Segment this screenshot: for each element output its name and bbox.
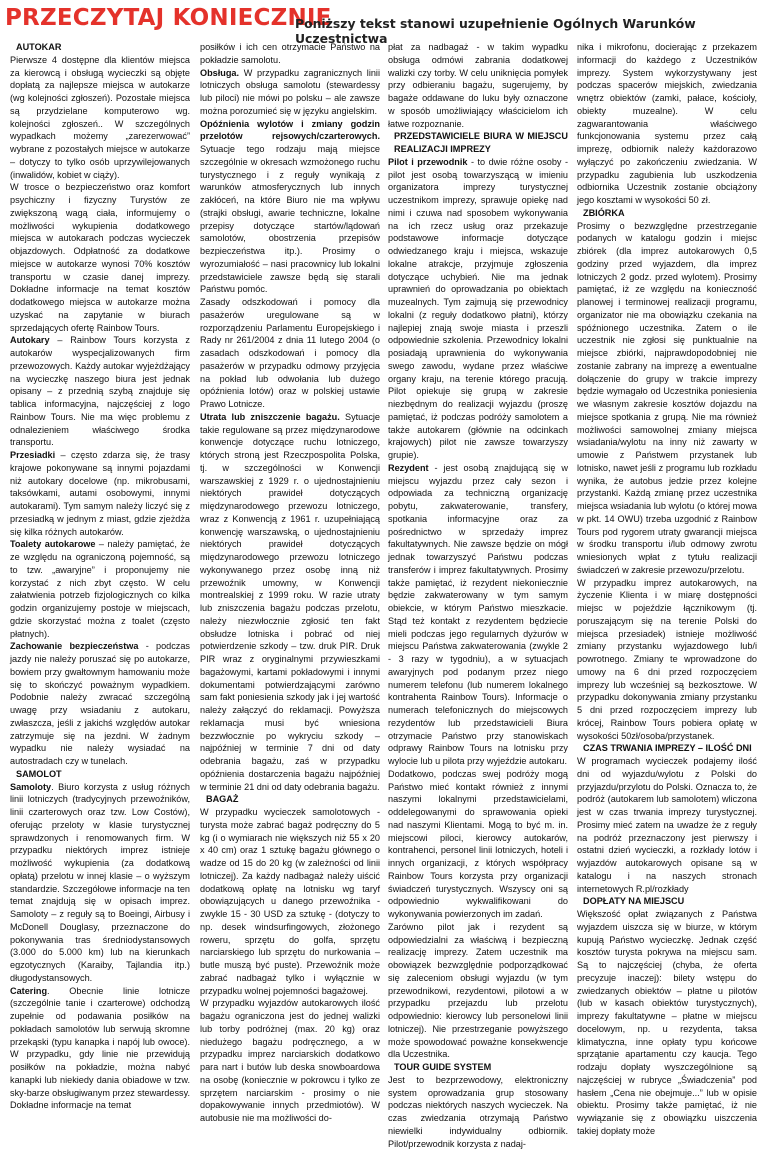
- section-heading-samolot: SAMOLOT: [16, 768, 62, 779]
- paragraph: Prosimy o bezwzględne przestrzeganie podanych w katalogu godzin i miejsc zbiórek (dla imprez autokarowych 0,5 godziny przed wyjazdem, dla imprez lotniczych 2 godz. przed wylotem). Prosimy pamiętać, iż ze względu na konieczność planowej i terminowej realizacji programu, organizator nie ma obowiązku czekania na spóźnionego uczestnika. Zatem o ile uczestnik nie zgłosi się punktualnie na miejsce zbiórki, najprawdopodobniej nie zostanie zabrany na imprezę a ewentualne dołączenie do grupy w trakcie imprezy będzie wymagało od Uczestnika poniesienia we własnym zakresie kosztów dojazdu na miejsce spotkania z grupą. Nie ma również możliwości samowolnej zmiany miejsca wsiadania/wylotu na inny niż zawarty w umowie z Państwem przystanek lub lotnisko, nawet jeśli z programu lub rozkładu wynika, że autobus jedzie przez kolejne przystanki. Każdą zmianę przez uczestnika miejsca wsiadania lub wylotu (o której mowa w pkt. 14 OWU) trzeba uzgodnić z Rainbow Tours pod rygorem utraty gwarancji miejsca w środku transportu i/lub odmowy zwrotu wniesionych wpłat z tytułu realizacji świadczeń w zakresie przewozu/przelotu.: [577, 220, 757, 575]
- paragraph: [10, 334, 190, 449]
- term-label: Obsługa.: [200, 67, 240, 78]
- section-heading-zbiorka: ZBIÓRKA: [583, 207, 625, 218]
- paragraph-text: - to dwie różne osoby - pilot jest osobą towarzyszącą w imieniu organizatora imprezy turystycznej uczestnikom imprezy, sprawuje opiekę nad nimi i czuwa nad sposobem wykonywania na ich rzecz usług oraz przekazuje podstawowe informacje dotyczące odwiedzanego kraju i miejsca, wskazuje lokalne atrakcje, przyjmuje zgłoszenia dotyczące uchybień. Nie ma jednak uprawnień do oprowadzania po obiektach muzealnych. Tym zajmują się przewodnicy lokalni (z reguły dodatkowo płatni), którzy najlepiej znają swoje miasta i przeszli odpowiednie szkolenia. Przewodnicy lokalni posiadają uprawnienia do wykonywania swego zawodu, wydane przez właściwe organy kraju, na terenie którego pracują. Pilot opiekuje się grupą w zakresie niezbędnym do realizacji wyjazdu (proszę pamiętać, iż podczas podróży samolotem a także autokarem (głównie na odcinkach krajowych) pilot nie zawsze towarzyszy grupie).: [388, 156, 568, 460]
- paragraph-text: . Biuro korzysta z usług różnych linii lotniczych (tradycyjnych przewoźników, linii czarterowych oraz tzw. Low Costów), oferując przeloty w klasie turystycznej sprawdzonych i renomowanych firm. W przypadku niektórych imprez istnieje możliwość wykupienia (za dodatkową opłatą) przelotu w innej klasie – o wyższym standardzie. Szczegółowe informacje na ten temat znajdują się w opisach imprez. Samoloty – z reguły są to Boeingi, Airbusy i McDonell Douglasy, przeznaczone do pokonywania tras średniodystansowych (3.000 do 5.000 km) lub na kierunkach egzotycznych (Karaiby, Tajlandia itp.) długodystansowych.: [10, 781, 190, 983]
- paragraph: [200, 67, 380, 118]
- paragraph: [10, 640, 190, 768]
- paragraph: Większość opłat związanych z Państwa wyjazdem uiszcza się w biurze, w którym kupują Państwo wycieczkę. Jednak część kosztów turysta pokrywa na miejscu sam. Są to najczęściej (chyba, że oferta precyzuje inaczej): bilety wstępu do zwiedzanych obiektów – płatne u pilotów (lub w kasach obiektów turystycznych), imprezy fakultatywne – płatne w miejscu docelowym, np. u rezydenta, taksa klimatyczna, inne opłaty typu końcowe sprzątanie apartamentu czy kaucja. Tego rodzaju dopłaty wyszczególnione są najczęściej w rubryce „Świadczenia” pod hasłem „Cena nie obejmuje...” lub w opisie obiektu. Prosimy także pamiętać, iż nie wywiązanie się z obowiązku uiszczenia takiej dopłaty może: [577, 909, 757, 1136]
- paragraph: Zasady odszkodowań i pomocy dla pasażerów uregulowane są w rozporządzeniu Parlamentu Europejskiego i Rady nr 261/2004 z dnia 11 lutego 2004 (o zasadach odszkodowań i pomocy dla pasażerów w przypadku odmowy przyjęcia na pokład lub odwołania lub dużego opóźnienia lotów) oraz w polskiej ustawie Prawo Lotnicze.: [200, 297, 380, 409]
- paragraph-text: W przypadku zagranicznych linii lotniczych obsługa samolotu (stewardessy lub piloci) nie mówi po polsku – ale zawsze można porozumieć się w języku angielskim.: [200, 67, 380, 116]
- paragraph: W przypadku wycieczek samolotowych - turysta może zabrać bagaż podręczny do 5 kg (i o wymiarach nie większych niż 55 x 20 x 40 cm) oraz 1 sztukę bagażu głównego o wadze od 15 do 20 kg (w zależności od linii lotniczej). Za każdy nadbagaż należy uiścić dodatkową opłatę na lotnisku wg taryf obowiązujących u danego przewoźnika - zwykle 15 - 30 USD za sztukę - (dotyczy to np. desek windsurfingowych, złożonego roweru, sprzętu do golfa, sprzętu narciarskiego lub sprzętu do nurkowania – butle muszą być puste). Przewoźnik może zabrać nadbagaż tylko i wyłącznie w przypadku wolnej pojemności bagażowej.: [200, 807, 380, 996]
- paragraph: [10, 985, 190, 1113]
- column-2: [200, 41, 380, 1123]
- section-heading-doplaty: DOPŁATY NA MIEJSCU: [583, 896, 685, 907]
- term-label: Zachowanie bezpieczeństwa: [10, 641, 139, 652]
- term-label: Rezydent: [388, 462, 429, 473]
- term-label: Toalety autokarowe: [10, 539, 96, 550]
- paragraph: [10, 449, 190, 538]
- term-label: Pilot i przewodnik: [388, 156, 468, 167]
- term-label: Autokary: [10, 335, 50, 346]
- page-header: [0, 0, 768, 46]
- section-heading-bagaz: BAGAŻ: [206, 794, 239, 805]
- paragraph: posiłków i ich cen otrzymacie Państwo na pokładzie samolotu.: [200, 42, 380, 65]
- paragraph-text: Sytuacje takie regulowane są przez międzynarodowe konwencje dotyczące ruchu lotniczego, których stroną jest Rzeczpospolita Polska, tj. w szczególności w Konwencji warszawskiej z 1929 r. o ujednostajnieniu niektórych prawideł dotyczących międzynarodowego przewozu lotniczego, wraz z Konwencją z 1961 r. uzupełniającą konwencję warszawską, o ujednostajnieniu niektórych prawideł dotyczących międzynarodowego przewozu lotniczego wykonywanego przez osobę inną niż przewoźnik umowny, w Konwencji montrealskiej z 1999 roku. W razie utraty lub zniszczenia bagażu podczas przelotu, należy niezwłocznie zgłosić ten fakt obsłudze lotniska i pobrać od niej potwierdzenie szkody – tzw. druk PIR. Druk PIR wraz z oryginalnymi przywieszkami bagażowymi, kartami pokładowymi i innymi dokumentami potwierdzającymi zarówno sam fakt poniesienia szkody jak i jej wartość należy załączyć do reklamacji. Powyższa reklamacja musi być wniesiona bezzwłocznie po wykryciu szkody – najpóźniej w terminie 7 dni od daty odebrania bagażu, zaś w przypadku opóźnienia dostarczenia bagażu najpóźniej w terminie 21 dni od daty odebrania bagażu.: [200, 411, 380, 792]
- column-1: [10, 41, 190, 1111]
- paragraph-text: Sytuacje tego rodzaju mają miejsce szczególnie w okresach wzmożonego ruchu turystycznego i z reguły wynikają z warunków atmosferycznych lub innych zakłóceń, na które Biuro nie ma wpływu (strajki obsługi, awarie techniczne, lokalne przepisy dotyczące startów/lądowań samolotów, obostrzenia przepisów bezpieczeństwa itp.). Prosimy o wyrozumiałość – nasi pracownicy lub lokalni przedstawiciele zawsze będą się starali Państwu pomóc.: [200, 144, 380, 295]
- term-label: Samoloty: [10, 781, 52, 792]
- paragraph: Zarówno pilot jak i rezydent są odpowiedzialni za właściwą i bezpieczną realizację imprezy. Zatem uczestnik ma obowiązek bezwzględnie podporządkować się zaleceniom obsługi wyjazdu (w tym przewodnikowi, rezydentowi, pilotowi a w przypadku przejazdu lub przelotu odpowiednio: kierowcy lub personelowi linii lotniczej). Nie przestrzeganie powyższego może spowodować poważne konsekwencje dla Uczestnika.: [388, 921, 568, 1060]
- section-heading-przedstawiciele: PRZEDSTAWICIELE BIURA W MIEJSCU REALIZACJI IMPREZY: [394, 131, 568, 154]
- paragraph: [388, 462, 568, 768]
- section-heading-tour-guide: TOUR GUIDE SYSTEM: [394, 1062, 492, 1072]
- page-title: PRZECZYTAJ KONIECZNIE: [5, 5, 332, 31]
- term-label: Utrata lub zniszczenie bagażu.: [200, 411, 340, 422]
- term-label: Catering: [10, 985, 48, 996]
- paragraph-text: – Rainbow Tours korzysta z autokarów wyspecjalizowanych firm przewozowych. Każdy autokar wyjeżdżający na wycieczkę naszego biura jest jednak opisany – z przednią szybą znajduje się tablica informacyjna, najczęściej z logo Rainbow Tours. Nie ma więc problemu z odnalezieniem właściwego środka transportu.: [10, 335, 190, 448]
- paragraph: Jest to bezprzewodowy, elektroniczny system oprowadzania grup stosowany podczas niektórych naszych wycieczek. Na czas zwiedzania otrzymają Państwo niewielki indywidualny odbiornik. Pilot/przewodnik korzysta z nadaj-: [388, 1074, 568, 1149]
- paragraph: Pierwsze 4 dostępne dla klientów miejsca za kierowcą i obsługą wycieczki są objęte dopłatą za najlepsze miejsca w autokarze (wg kolejności zgłoszeń). Pozostałe miejsca są przydzielane komputerowo wg. kolejności zgłoszeń.. W szczególnych wypadkach możemy „zarezerwować” wybrane z pozostałych miejsce w autokarze – dotyczy to tylko osób uprzywilejowanych (inwalidów, kobiet w ciąży).: [10, 54, 190, 180]
- column-3: [388, 41, 568, 1149]
- paragraph: płat za nadbagaż - w takim wypadku obsługa odmówi zabrania dodatkowej walizki czy torby. W celu uniknięcia pomyłek przy odbieraniu bagażu, sugerujemy, by bagaże oddawane do luku były oznaczone w sposób umożliwiający właścicielom ich łatwe rozpoznanie.: [388, 42, 568, 129]
- page-subtitle: Poniższy tekst stanowi uzupełnienie Ogólnych Warunków Uczestnictwa: [295, 16, 696, 46]
- paragraph: W programach wycieczek podajemy ilość dni od wyjazdu/wylotu z Polski do przyjazdu/przylotu do Polski. Oznacza to, że podróż (autokarem lub samolotem) wliczona jest w czas trwania imprezy turystycznej. Prosimy mieć zatem na uwadze że z reguły na podróż przeznaczony jest pierwszy i ostatni dzień wycieczki, a rozkłady lotów i wyjazdów autokarowych opisane są w katalogu i na naszych stronach internetowych R.pl/rozkłady: [577, 756, 757, 894]
- paragraph: [388, 156, 568, 462]
- paragraph: [200, 411, 380, 794]
- paragraph: W trosce o bezpieczeństwo oraz komfort psychiczny i fizyczny Turystów ze zwiększoną wagą ciała, informujemy o możliwości wykupienia dodatkowego miejsca w autokarach podczas wycieczek objazdowych. Odpłatność za dodatkowe miejsce w autokarze wynosi 70% kosztów transportu w czasie danej imprezy. Dokładne informacje na temat kosztów dodatkowego miejsca w autokarze można uzyskać na zapytanie w biurach sprzedających ofertę Rainbow Tours.: [10, 182, 190, 333]
- paragraph: [10, 781, 190, 985]
- paragraph-text: - podczas jazdy nie należy poruszać się po autokarze, bowiem przy gwałtownym hamowaniu może się to skończyć poważnym wypadkiem. Podobnie należy zwracać szczególną uwagę przy wsiadaniu z autokaru, zwłaszcza, jeśli z jakichś względów autokar zatrzymuje się na jezdni. W żadnym wypadku nie należy wysiadać na autostradach czy w tunelach.: [10, 641, 190, 766]
- paragraph-text: – należy pamiętać, że ze względu na ograniczoną pojemność, są to tzw. „awaryjne” i proponujemy nie korzystać z nich zbyt często. W celu załatwienia potrzeb fizjologicznych co kilka godzin organizujemy postoje w miejscach, gdzie skorzystać można z toalet (często płatnych).: [10, 539, 190, 639]
- section-heading-autokar: AUTOKAR: [16, 42, 62, 52]
- section-heading-czas-trwania: CZAS TRWANIA IMPREZY – ILOŚĆ DNI: [583, 743, 752, 754]
- paragraph: nika i mikrofonu, docierając z przekazem informacji do każdego z Uczestników imprezy. System wykorzystywany jest podczas spacerów miejskich, zwiedzania wnętrz obiektów (zamki, pałace, kościoły, obiekty muzealne). W celu zagwarantowania właściwego funkcjonowania systemu przez całą imprezę, odbiornik należy każdorazowo wyłączyć po zakończeniu zwiedzania. W przypadku zagubienia lub uszkodzenia odbiornika Uczestnik zostanie obciążony jego kosztami w wysokości 50 zł.: [577, 42, 757, 205]
- paragraph: W przypadku imprez autokarowych, na życzenie Klienta i w miarę dostępności miejsc w pojeździe łącznikowym (tj. poruszającym się na terenie Polski do miejsca przesiadek) istnieje możliwość zmiany przystanku wyjazdowego lub/i powrotnego. Zmiany te wprowadzone do umowy na 6 dni przed rozpoczęciem imprezy lub wcześniej są bezkosztowe. W przypadku dokonywania zmiany przystanku 5 dni przed rozpoczęciem imprezy lub krócej, Rainbow Tours pobiera opłatę w wysokości 50zł/osoba/przystanek.: [577, 577, 757, 741]
- term-label: Opóźnienia wylotów i zmiany godzin przelotów rejsowych/czarterowych.: [200, 118, 380, 142]
- paragraph-text: - jest osobą znajdującą się w miejscu wyjazdu przez cały sezon i odpowiada za techniczną organizację pobytu, zakwaterowanie, transfery, spotkania informacyjne oraz za pośrednictwo w sprzedaży imprez fakultatywnych. Nie zawsze będzie on mógł jednak towarzyszyć Państwu podczas transferów i imprez fakultatywnych. Prosimy także pamiętać, iż rezydent niekoniecznie będzie zakwaterowany w tym samym obiekcie, w którym Państwo mieszkacie. Stąd też kontakt z rezydentem będziecie mieli podczas jego regularnych dyżurów w miejscu Państwa zakwaterowania (zwykle 2 - 3 razy w tygodniu), a w sytuacjach awaryjnych pod podanym przez niego numerem telefonu (lub numerem lokalnego kontrahenta Rainbow Tours). Informacje o numerach telefonicznych do miejscowych rezydentów lub przedstawicieli Biura otrzymacie Państwo przy stanowiskach odprawy Rainbow Tours na lotnisku przy wylocie lub u pilota przy wyjeździe autokaru.: [388, 462, 568, 766]
- paragraph: W przypadku wyjazdów autokarowych ilość bagażu ograniczona jest do jednej walizki lub torby podróżnej (max. 20 kg) oraz niedużego bagażu podręcznego, a w przypadku imprez narciarskich dodatkowo para nart i butów lub deska snowboardowa na osobę (koniecznie w pokrowcu i tylko ze sprzętem narciarskim - prosimy o nie dopakowywanie innych przedmiotów). W autobusie nie ma możliwości do-: [200, 998, 380, 1123]
- paragraph: [200, 118, 380, 297]
- column-4: [577, 41, 757, 1136]
- term-label: Przesiadki: [10, 450, 56, 460]
- paragraph: Dodatkowo, podczas swej podróży mogą Państwo mieć kontakt również z innymi naszymi lokalnymi przedstawicielami, oddelegowanymi do sprawowania opieki nad naszymi Klientami. Mogą to być m. in. miejscowi piloci, kierowcy autokarów, kontrahenci, personel linii lotniczych, hoteli i innych organizacji, z których współpracy Rainbow Tours korzysta przy organizacji świadczeń turystycznych. Wszyscy oni są odpowiednio wykwalifikowani do wykonywania powierzonych im zadań.: [388, 768, 568, 919]
- paragraph-text: . Obecnie linie lotnicze (szczególnie tanie i czarterowe) odchodzą zupełnie od podawania posiłków na pokładach samolotów lub serwują skromne przekąski (typu kanapka i napój lub owoce). W przypadku, gdy linie nie przewidują posiłków na pokładzie, można nabyć kanapki lub niekiedy dania obiadowe w tzw. sky-barze obsługiwanym przez stewardessy. Dokładne informacje na temat: [10, 985, 190, 1111]
- paragraph-text: – często zdarza się, że trasy krajowe pokonywane są innymi pojazdami niż autokary docelowe (np. mikrobusami, taksówkami, autami osobowymi, innymi autokarami). Tym samym należy liczyć się z przesiadką w jednym z miast, gdzie zjeżdża się kilka różnych autokarów.: [10, 450, 190, 537]
- paragraph: [10, 538, 190, 640]
